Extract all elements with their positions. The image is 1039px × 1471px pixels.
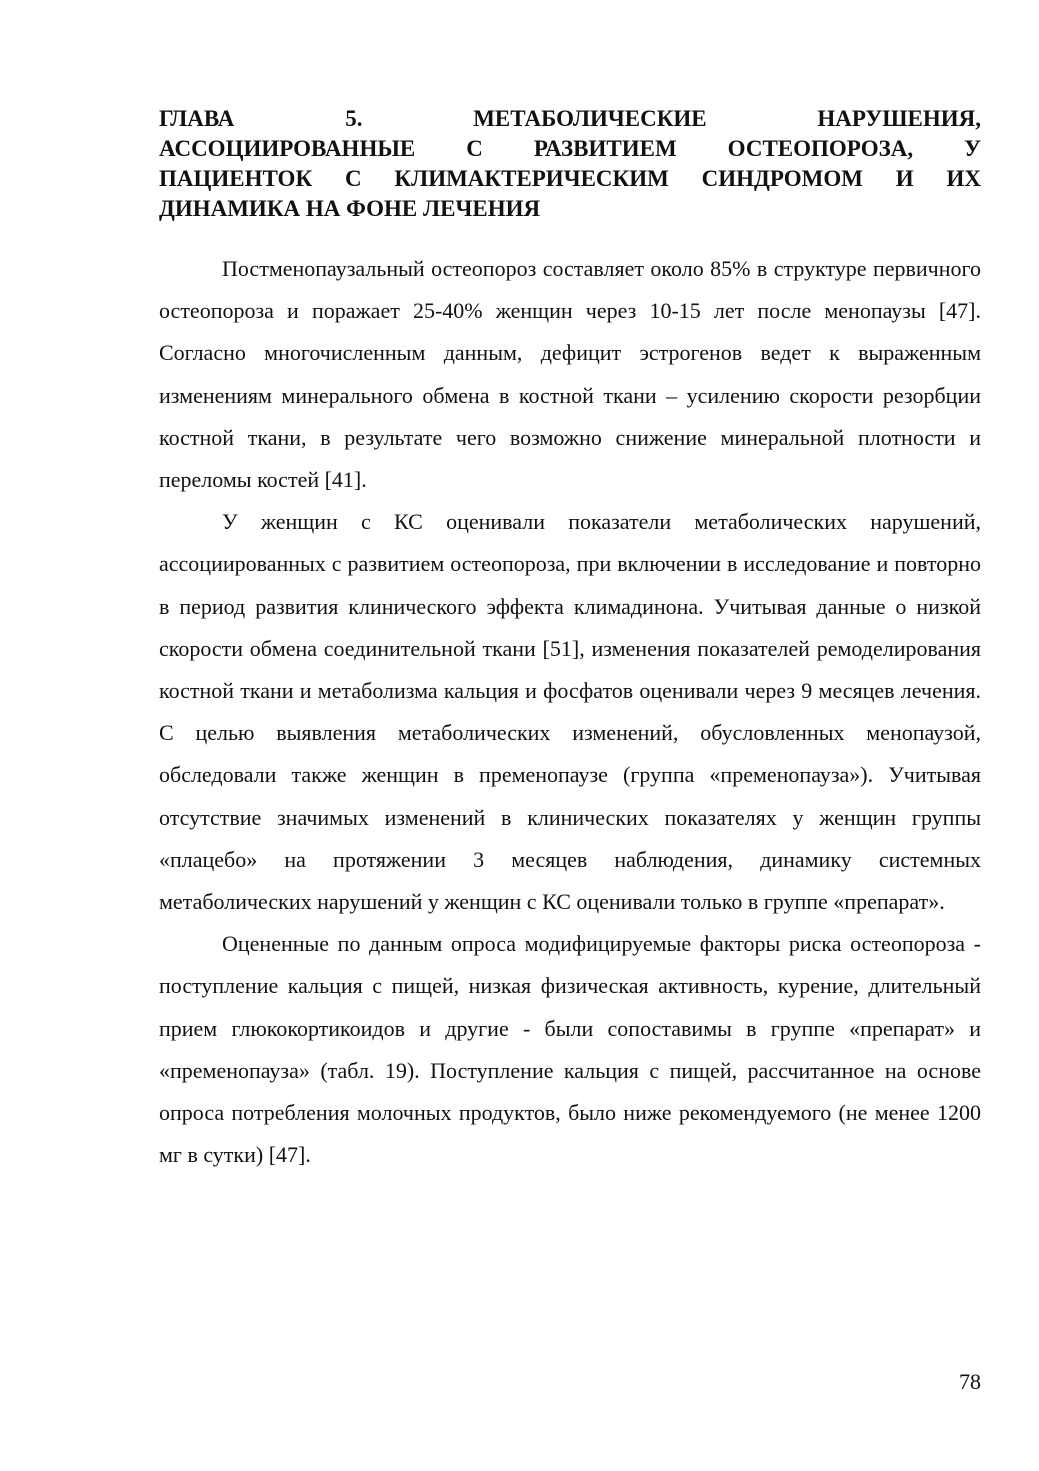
body-text <box>159 248 981 1176</box>
chapter-title-line: ПАЦИЕНТОК С КЛИМАКТЕРИЧЕСКИМ СИНДРОМОМ И ИХ <box>159 166 981 191</box>
page-number: 78 <box>959 1369 981 1394</box>
page-content <box>159 104 981 1176</box>
chapter-title-line: ГЛАВА 5. МЕТАБОЛИЧЕСКИЕ НАРУШЕНИЯ, <box>159 106 981 131</box>
chapter-title-line: ДИНАМИКА НА ФОНЕ ЛЕЧЕНИЯ <box>159 196 541 221</box>
chapter-title-line: АССОЦИИРОВАННЫЕ С РАЗВИТИЕМ ОСТЕОПОРОЗА, У <box>159 136 981 161</box>
chapter-title <box>159 104 981 224</box>
paragraph: Оцененные по данным опроса модифицируемые факторы риска остеопороза - поступление кальция с пищей, низкая физическая активность, курение, длительный прием глюкокортикоидов и другие - были сопоставимы в группе «препарат» и «пременопауза» (табл. 19). Поступление кальция с пищей, рассчитанное на основе опроса потребления молочных продуктов, было ниже рекомендуемого (не менее 1200 мг в сутки) [47]. <box>159 931 981 1168</box>
paragraph: У женщин с КС оценивали показатели метаболических нарушений, ассоциированных с развитием остеопороза, при включении в исследование и повторно в период развития клинического эффекта климадинона. Учитывая данные о низкой скорости обмена соединительной ткани [51], изменения показателей ремоделирования костной ткани и метаболизма кальция и фосфатов оценивали через 9 месяцев лечения. С целью выявления метаболических изменений, обусловленных менопаузой, обследовали также женщин в пременопаузе (группа «пременопауза»). Учитывая отсутствие значимых изменений в клинических показателях у женщин группы «плацебо» на протяжении 3 месяцев наблюдения, динамику системных метаболических нарушений у женщин с КС оценивали только в группе «препарат». <box>159 509 981 915</box>
paragraph: Постменопаузальный остеопороз составляет около 85% в структуре первичного остеопороза и поражает 25-40% женщин через 10-15 лет после менопаузы [47]. Согласно многочисленным данным, дефицит эстрогенов ведет к выраженным изменениям минерального обмена в костной ткани – усилению скорости резорбции костной ткани, в результате чего возможно снижение минеральной плотности и переломы костей [41]. <box>159 256 981 493</box>
